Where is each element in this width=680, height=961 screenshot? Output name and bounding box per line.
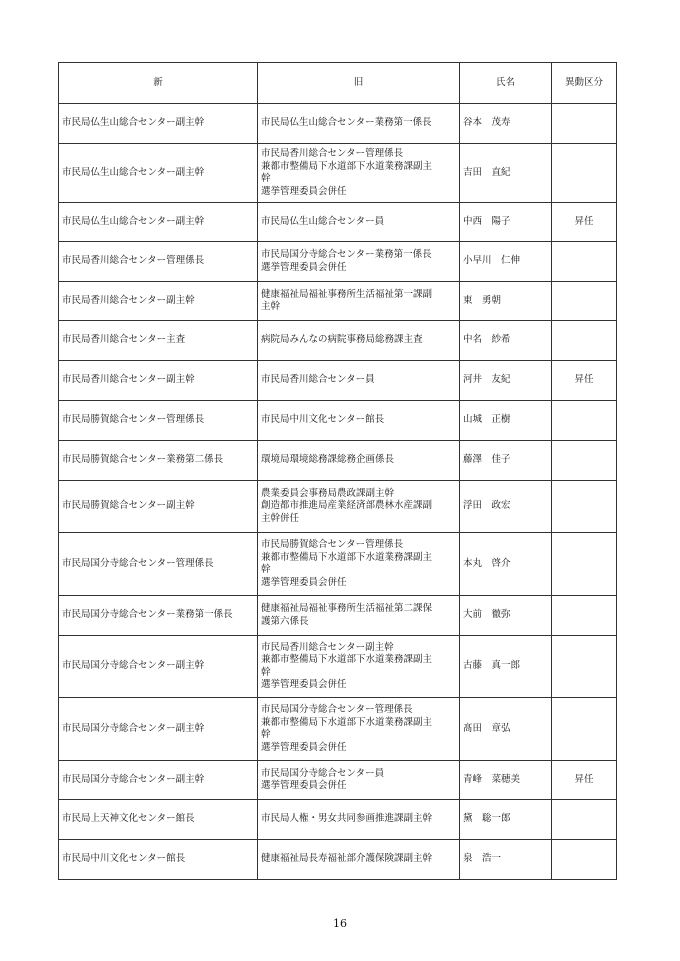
- cell-old-position: [258, 104, 460, 144]
- old-position-line: 創造都市推進局産業経済部農林水産課副: [261, 500, 433, 512]
- cell-new-position: 市民局国分寺総合センター管理係長: [59, 533, 258, 596]
- cell-new-position: 市民局仏生山総合センター副主幹: [59, 203, 258, 242]
- old-position-line: 選挙管理委員会併任: [261, 185, 347, 197]
- old-position-line: 市民局中川文化センター館長: [261, 414, 385, 426]
- old-position-line: 市民局勝賀総合センター管理係長: [261, 539, 404, 550]
- cell-new-position: 市民局勝賀総合センター管理係長: [59, 401, 258, 441]
- cell-name: 小早川 仁伸: [460, 242, 552, 282]
- table-row: [59, 203, 617, 242]
- old-position-line: 兼都市整備局下水道部下水道業務課副主: [261, 654, 433, 665]
- old-position-line: 健康福祉局福祉事務所生活福祉第二課保: [261, 603, 433, 614]
- cell-name: 本丸 啓介: [460, 533, 552, 596]
- table-row: [59, 533, 617, 596]
- cell-old-position: [258, 441, 460, 481]
- cell-old-position: [258, 203, 460, 242]
- old-position-line: 市民局香川総合センター副主幹: [261, 641, 394, 653]
- header-new: 新: [59, 63, 258, 104]
- cell-old-position: [258, 282, 460, 321]
- cell-name: 浮田 政宏: [460, 481, 552, 533]
- old-position-line: 市民局香川総合センター管理係長: [261, 148, 404, 159]
- cell-transfer-type: [552, 282, 617, 321]
- cell-name: 中名 紗希: [460, 321, 552, 361]
- old-position-line: 市民局国分寺総合センター管理係長: [261, 704, 413, 715]
- table-row: [59, 401, 617, 441]
- old-position-line: 兼都市整備局下水道部下水道業務課副主: [261, 160, 433, 172]
- cell-new-position: 市民局勝賀総合センター副主幹: [59, 481, 258, 533]
- old-position-line: 病院局みんなの病院事務局総務課主査: [261, 334, 423, 346]
- table-row: [59, 282, 617, 321]
- cell-name: 大前 徹弥: [460, 596, 552, 636]
- cell-old-position: [258, 144, 460, 203]
- cell-new-position: 市民局国分寺総合センター副主幹: [59, 698, 258, 761]
- cell-new-position: 市民局国分寺総合センター業務第一係長: [59, 596, 258, 636]
- old-position-line: 選挙管理委員会併任: [261, 780, 347, 791]
- table-row: [59, 761, 617, 800]
- header-old: 旧: [258, 63, 460, 104]
- cell-new-position: 市民局仏生山総合センター副主幹: [59, 104, 258, 144]
- cell-transfer-type: [552, 144, 617, 203]
- table-row: [59, 104, 617, 144]
- cell-transfer-type: [552, 636, 617, 698]
- cell-new-position: 市民局中川文化センター館長: [59, 840, 258, 880]
- old-position-line: 幹: [261, 729, 271, 740]
- old-position-line: 市民局国分寺総合センター業務第一係長: [261, 249, 432, 260]
- old-position-line: 選挙管理委員会併任: [261, 741, 347, 753]
- cell-old-position: [258, 596, 460, 636]
- old-position-line: 護第六係長: [261, 615, 309, 627]
- cell-old-position: [258, 481, 460, 533]
- cell-transfer-type: 昇任: [552, 761, 617, 800]
- cell-transfer-type: 昇任: [552, 361, 617, 401]
- cell-transfer-type: [552, 596, 617, 636]
- cell-new-position: 市民局仏生山総合センター副主幹: [59, 144, 258, 203]
- old-position-line: 市民局人権・男女共同参画推進課副主幹: [261, 813, 433, 825]
- cell-new-position: 市民局勝賀総合センター業務第二係長: [59, 441, 258, 481]
- old-position-line: 兼都市整備局下水道部下水道業務課副主: [261, 551, 433, 563]
- cell-old-position: [258, 242, 460, 282]
- table-row: [59, 840, 617, 880]
- old-position-line: 兼都市整備局下水道部下水道業務課副主: [261, 716, 433, 728]
- cell-new-position: 市民局国分寺総合センター副主幹: [59, 636, 258, 698]
- cell-transfer-type: [552, 698, 617, 761]
- old-position-line: 市民局国分寺総合センター員: [261, 767, 385, 779]
- cell-name: 髙田 章弘: [460, 698, 552, 761]
- cell-new-position: 市民局香川総合センター管理係長: [59, 242, 258, 282]
- table-row: [59, 321, 617, 361]
- cell-transfer-type: [552, 242, 617, 282]
- old-position-line: 幹: [261, 666, 271, 678]
- old-position-line: 市民局仏生山総合センター員: [261, 215, 385, 227]
- cell-transfer-type: [552, 401, 617, 441]
- old-position-line: 主幹: [261, 301, 281, 312]
- table-row: [59, 800, 617, 840]
- header-name: 氏名: [460, 63, 552, 104]
- old-position-line: 健康福祉局福祉事務所生活福祉第一課副: [261, 288, 433, 300]
- cell-name: 吉田 直紀: [460, 144, 552, 203]
- old-position-line: 健康福祉局長寿福祉部介護保険課副主幹: [261, 853, 433, 865]
- cell-name: 谷本 茂寿: [460, 104, 552, 144]
- personnel-table: [58, 62, 617, 880]
- cell-transfer-type: [552, 441, 617, 481]
- cell-transfer-type: [552, 840, 617, 880]
- cell-transfer-type: [552, 321, 617, 361]
- cell-name: 中西 陽子: [460, 203, 552, 242]
- table-row: [59, 698, 617, 761]
- cell-old-position: [258, 533, 460, 596]
- table-body: [59, 104, 617, 880]
- cell-name: 河井 友紀: [460, 361, 552, 401]
- old-position-line: 市民局仏生山総合センター業務第一係長: [261, 117, 432, 129]
- table-row: [59, 481, 617, 533]
- cell-name: 東 勇朝: [460, 282, 552, 321]
- cell-new-position: 市民局香川総合センター副主幹: [59, 361, 258, 401]
- cell-transfer-type: 昇任: [552, 203, 617, 242]
- cell-old-position: [258, 840, 460, 880]
- old-position-line: 主幹併任: [261, 512, 300, 524]
- cell-old-position: [258, 698, 460, 761]
- table-row: [59, 144, 617, 203]
- page-number: 16: [333, 917, 347, 930]
- old-position-line: 選挙管理委員会併任: [261, 261, 347, 273]
- cell-new-position: 市民局香川総合センター主査: [59, 321, 258, 361]
- cell-new-position: 市民局香川総合センター副主幹: [59, 282, 258, 321]
- old-position-line: 市民局香川総合センター員: [261, 374, 375, 386]
- old-position-line: 農業委員会事務局農政課副主幹: [261, 487, 395, 499]
- cell-transfer-type: [552, 481, 617, 533]
- cell-transfer-type: [552, 104, 617, 144]
- cell-name: 黛 聡一郎: [460, 800, 552, 840]
- cell-transfer-type: [552, 533, 617, 596]
- table-row: [59, 636, 617, 698]
- table-row: [59, 361, 617, 401]
- cell-new-position: 市民局国分寺総合センター副主幹: [59, 761, 258, 800]
- table-row: [59, 441, 617, 481]
- old-position-line: 幹: [261, 564, 271, 575]
- cell-name: 古藤 真一郎: [460, 636, 552, 698]
- cell-old-position: [258, 361, 460, 401]
- cell-old-position: [258, 401, 460, 441]
- cell-name: 青峰 菜穂美: [460, 761, 552, 800]
- cell-old-position: [258, 636, 460, 698]
- old-position-line: 選挙管理委員会併任: [261, 679, 347, 690]
- cell-old-position: [258, 800, 460, 840]
- cell-name: 泉 浩一: [460, 840, 552, 880]
- old-position-line: 環境局環境総務課総務企画係長: [261, 454, 395, 466]
- table-row: [59, 596, 617, 636]
- cell-name: 山城 正樹: [460, 401, 552, 441]
- cell-name: 藤澤 佳子: [460, 441, 552, 481]
- header-kubun: 異動区分: [552, 63, 617, 104]
- old-position-line: 選挙管理委員会併任: [261, 576, 347, 588]
- cell-transfer-type: [552, 800, 617, 840]
- cell-new-position: 市民局上天神文化センター館長: [59, 800, 258, 840]
- old-position-line: 幹: [261, 173, 271, 184]
- cell-old-position: [258, 321, 460, 361]
- table-row: [59, 242, 617, 282]
- table-header-row: [59, 63, 617, 104]
- cell-old-position: [258, 761, 460, 800]
